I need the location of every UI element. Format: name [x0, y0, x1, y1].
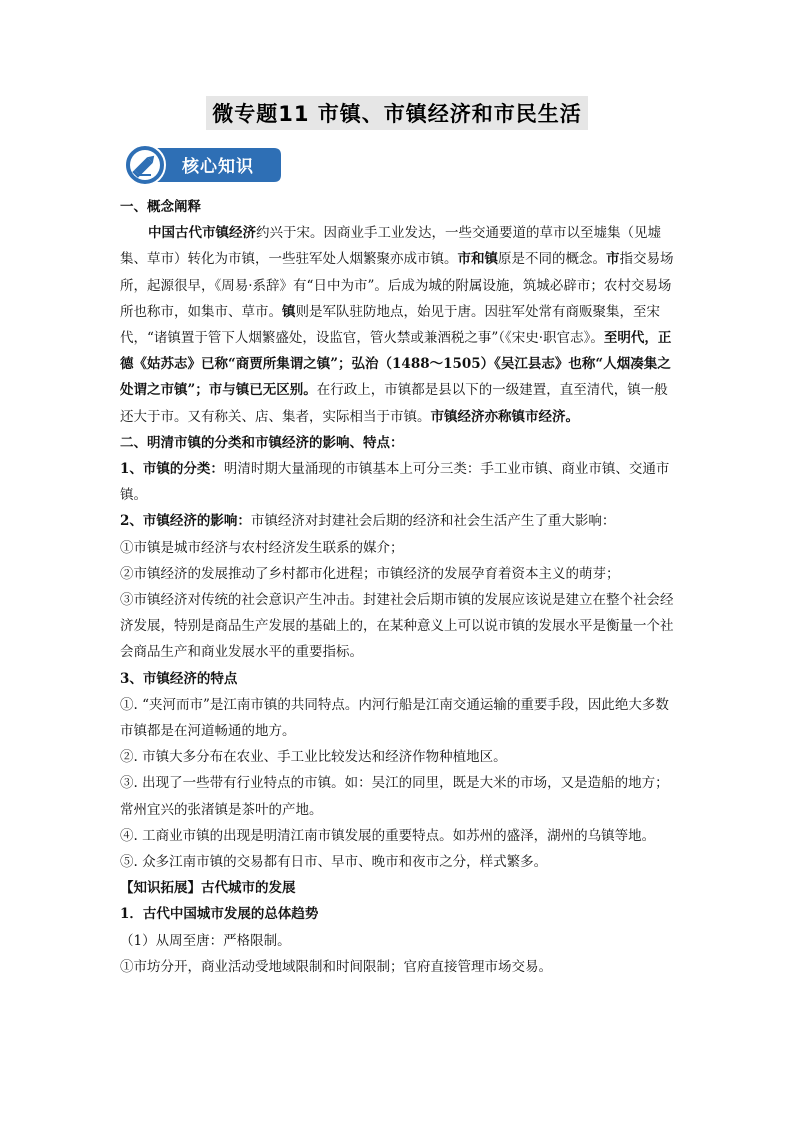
impact-paragraph — [120, 508, 676, 534]
list-item: ④. 工商业市镇的出现是明清江南市镇发展的重要特点。如苏州的盛泽，湖州的乌镇等地。 — [120, 827, 656, 844]
subheading: 1、市镇的分类： — [120, 461, 224, 478]
subheading-trend: 1．古代中国城市发展的总体趋势 — [120, 906, 319, 923]
bold-term: 市镇经济亦称镇市经济。 — [430, 408, 579, 425]
bold-term: 市和镇 — [457, 251, 498, 268]
bold-term: 市 — [606, 251, 620, 268]
bold-term: 镇 — [282, 303, 296, 320]
list-item: ③. 出现了一些带有行业特点的市镇。如：吴江的同里，既是大米的市场，又是造船的地方；常州宜兴的张渚镇是茶叶的产地。 — [120, 775, 669, 818]
bold-term: 中国古代市镇经济 — [148, 225, 256, 242]
pencil-icon — [124, 144, 166, 186]
subheading-features: 3、市镇经济的特点 — [120, 670, 238, 687]
section-heading-ming-qing: 二、明清市镇的分类和市镇经济的影响、特点： — [120, 434, 404, 451]
section-heading-concept: 一、概念阐释 — [120, 199, 201, 215]
list-item: ⑤. 众多江南市镇的交易都有日市、早市、晚市和夜市之分，样式繁多。 — [120, 854, 548, 871]
text-run: 原是不同的概念。 — [498, 251, 606, 268]
subheading: 2、市镇经济的影响： — [120, 513, 251, 530]
text-run: 则是军队驻防地点，始见于唐。因驻军处常有商贩聚集，至宋代，“诸镇置于管下人烟繁盛处，设监官，管火禁或兼酒税之事”（《宋史·职官志》。 — [120, 303, 660, 347]
list-item: ①市坊分开，商业活动受地域限制和时间限制；官府直接管理市场交易。 — [120, 958, 552, 975]
banner-label: 核心知识 — [182, 157, 254, 177]
text-run: 明清时期大量涌现的市镇基本上可分三类：手工业市镇、商业市镇、交通市镇。 — [120, 461, 670, 504]
text-run: 市镇经济对封建社会后期的经济和社会生活产生了重大影响： — [250, 513, 616, 530]
list-item: （1）从周至唐：严格限制。 — [120, 932, 291, 949]
section-heading-extension: 【知识拓展】古代城市的发展 — [120, 880, 296, 897]
list-item: ①. “夹河而市”是江南市镇的共同特点。内河行船是江南交通运输的重要手段，因此绝大多数市镇都是在河道畅通的地方。 — [120, 696, 669, 740]
list-item: ①市镇是城市经济与农村经济发生联系的媒介； — [120, 539, 404, 556]
text-run: 在行政上，市镇都是县以下的一级建置，直至清代，镇一般还大于市。又有称关、店、集者，实际相当于市镇。 — [120, 382, 668, 425]
page-title — [0, 96, 794, 130]
core-knowledge-banner — [124, 144, 282, 186]
page-title-text: 微专题11 市镇、市镇经济和市民生活 — [206, 96, 588, 130]
bold-term: 至明代，正德《姑苏志》已称“商贾所集谓之镇”；弘治（1488～1505）《吴江县志》也称“人烟凑集之处谓之市镇”；市与镇已无区别。 — [120, 330, 672, 399]
list-item: ③市镇经济对传统的社会意识产生冲击。封建社会后期市镇的发展应该说是建立在整个社会经济发展，特别是商品生产发展的基础上的，在某种意义上可以说市镇的发展水平是衡量一个社会商品生产和商业发展水平的重要指标。 — [120, 592, 674, 661]
text-run: 指交易场所，起源很早，《周易·系辞》有“日中为市”。后成为城的附属设施，筑城必辟市；农村交易场所也称市，如集市、草市。 — [120, 251, 674, 320]
list-item: ②. 市镇大多分布在农业、手工业比较发达和经济作物种植地区。 — [120, 749, 507, 766]
text-run: 约兴于宋。因商业手工业发达，一些交通要道的草市以至墟集（见墟集、草市）转化为市镇，一些驻军处人烟繁聚亦成市镇。 — [120, 225, 661, 268]
classification-paragraph — [120, 456, 676, 508]
document-body — [120, 194, 676, 980]
list-item: ②市镇经济的发展推动了乡村都市化进程；市镇经济的发展孕育着资本主义的萌芽； — [120, 565, 620, 582]
concept-paragraph — [120, 220, 676, 430]
